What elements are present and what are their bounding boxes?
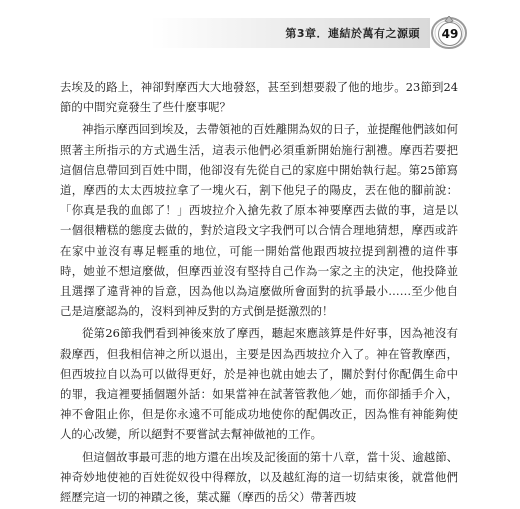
page-number: 49 (438, 22, 462, 46)
paragraph: 神指示摩西回到埃及，去帶領祂的百姓離開為奴的日子，並提醒他們該如何照著主所指示的方式過生活，這表示他們必須重新開始施行割禮。摩西若要把這個信息帶回到百姓中間，他卻沒有先從自己的家庭中開始執行起。第25節寫道，摩西的太太西坡拉拿了一塊火石，割下他兒子的陽皮，丟在他的腳前說：「你真是我的血郎了！」西坡拉介入搶先救了原本神要摩西去做的事，這是以一個很糟糕的態度去做的，對於這段文字我們可以合情合理地猜想，摩西或許在家中並沒有專足輕重的地位，可能一開始當他跟西坡拉提到割禮的這件事時，她並不想這麼做，但摩西並沒有堅持自己作為一家之主的決定，他投降並且選擇了違背神的旨意，因為他以為這麼做所會面對的抗爭最小……至少他自己是這麼認為的，沒料到神反對的方式倒是挺激烈的！ (60, 122, 458, 319)
chapter-title: 第3章．連結於萬有之源頭 (285, 27, 420, 40)
page-number-badge (424, 16, 474, 50)
body-text (60, 77, 458, 509)
paragraph: 去埃及的路上，神卻對摩西大大地發怒，甚至到想要殺了他的地步。23節到24節的中間究竟發生了些什麼事呢？ (60, 80, 458, 115)
paragraph: 但這個故事最可悲的地方還在出埃及記後面的第十八章，當十災、逾越節、神奇妙地使祂的百姓從奴役中得釋放，以及越紅海的這一切結束後，就當他們經歷完這一切的神蹟之後，葉忒羅（摩西的岳父）帶著西坡 (60, 449, 458, 505)
paragraph: 從第26節我們看到神後來放了摩西，聽起來應該算是件好事，因為祂沒有殺摩西，但我相信神之所以退出，主要是因為西坡拉介入了。神在管教摩西，但西坡拉自以為可以做得更好，於是神也就由她去了，關於對付你配偶生命中的罪，我這裡要插個題外話：如果當神在試著管教他／她，而你卻插手介入，神不會阻止你，但是你永遠不可能成功地使你的配偶改正，因為惟有神能夠使人的心改變，所以絕對不要嘗試去幫神做祂的工作。 (60, 326, 458, 442)
page-header (0, 16, 520, 50)
